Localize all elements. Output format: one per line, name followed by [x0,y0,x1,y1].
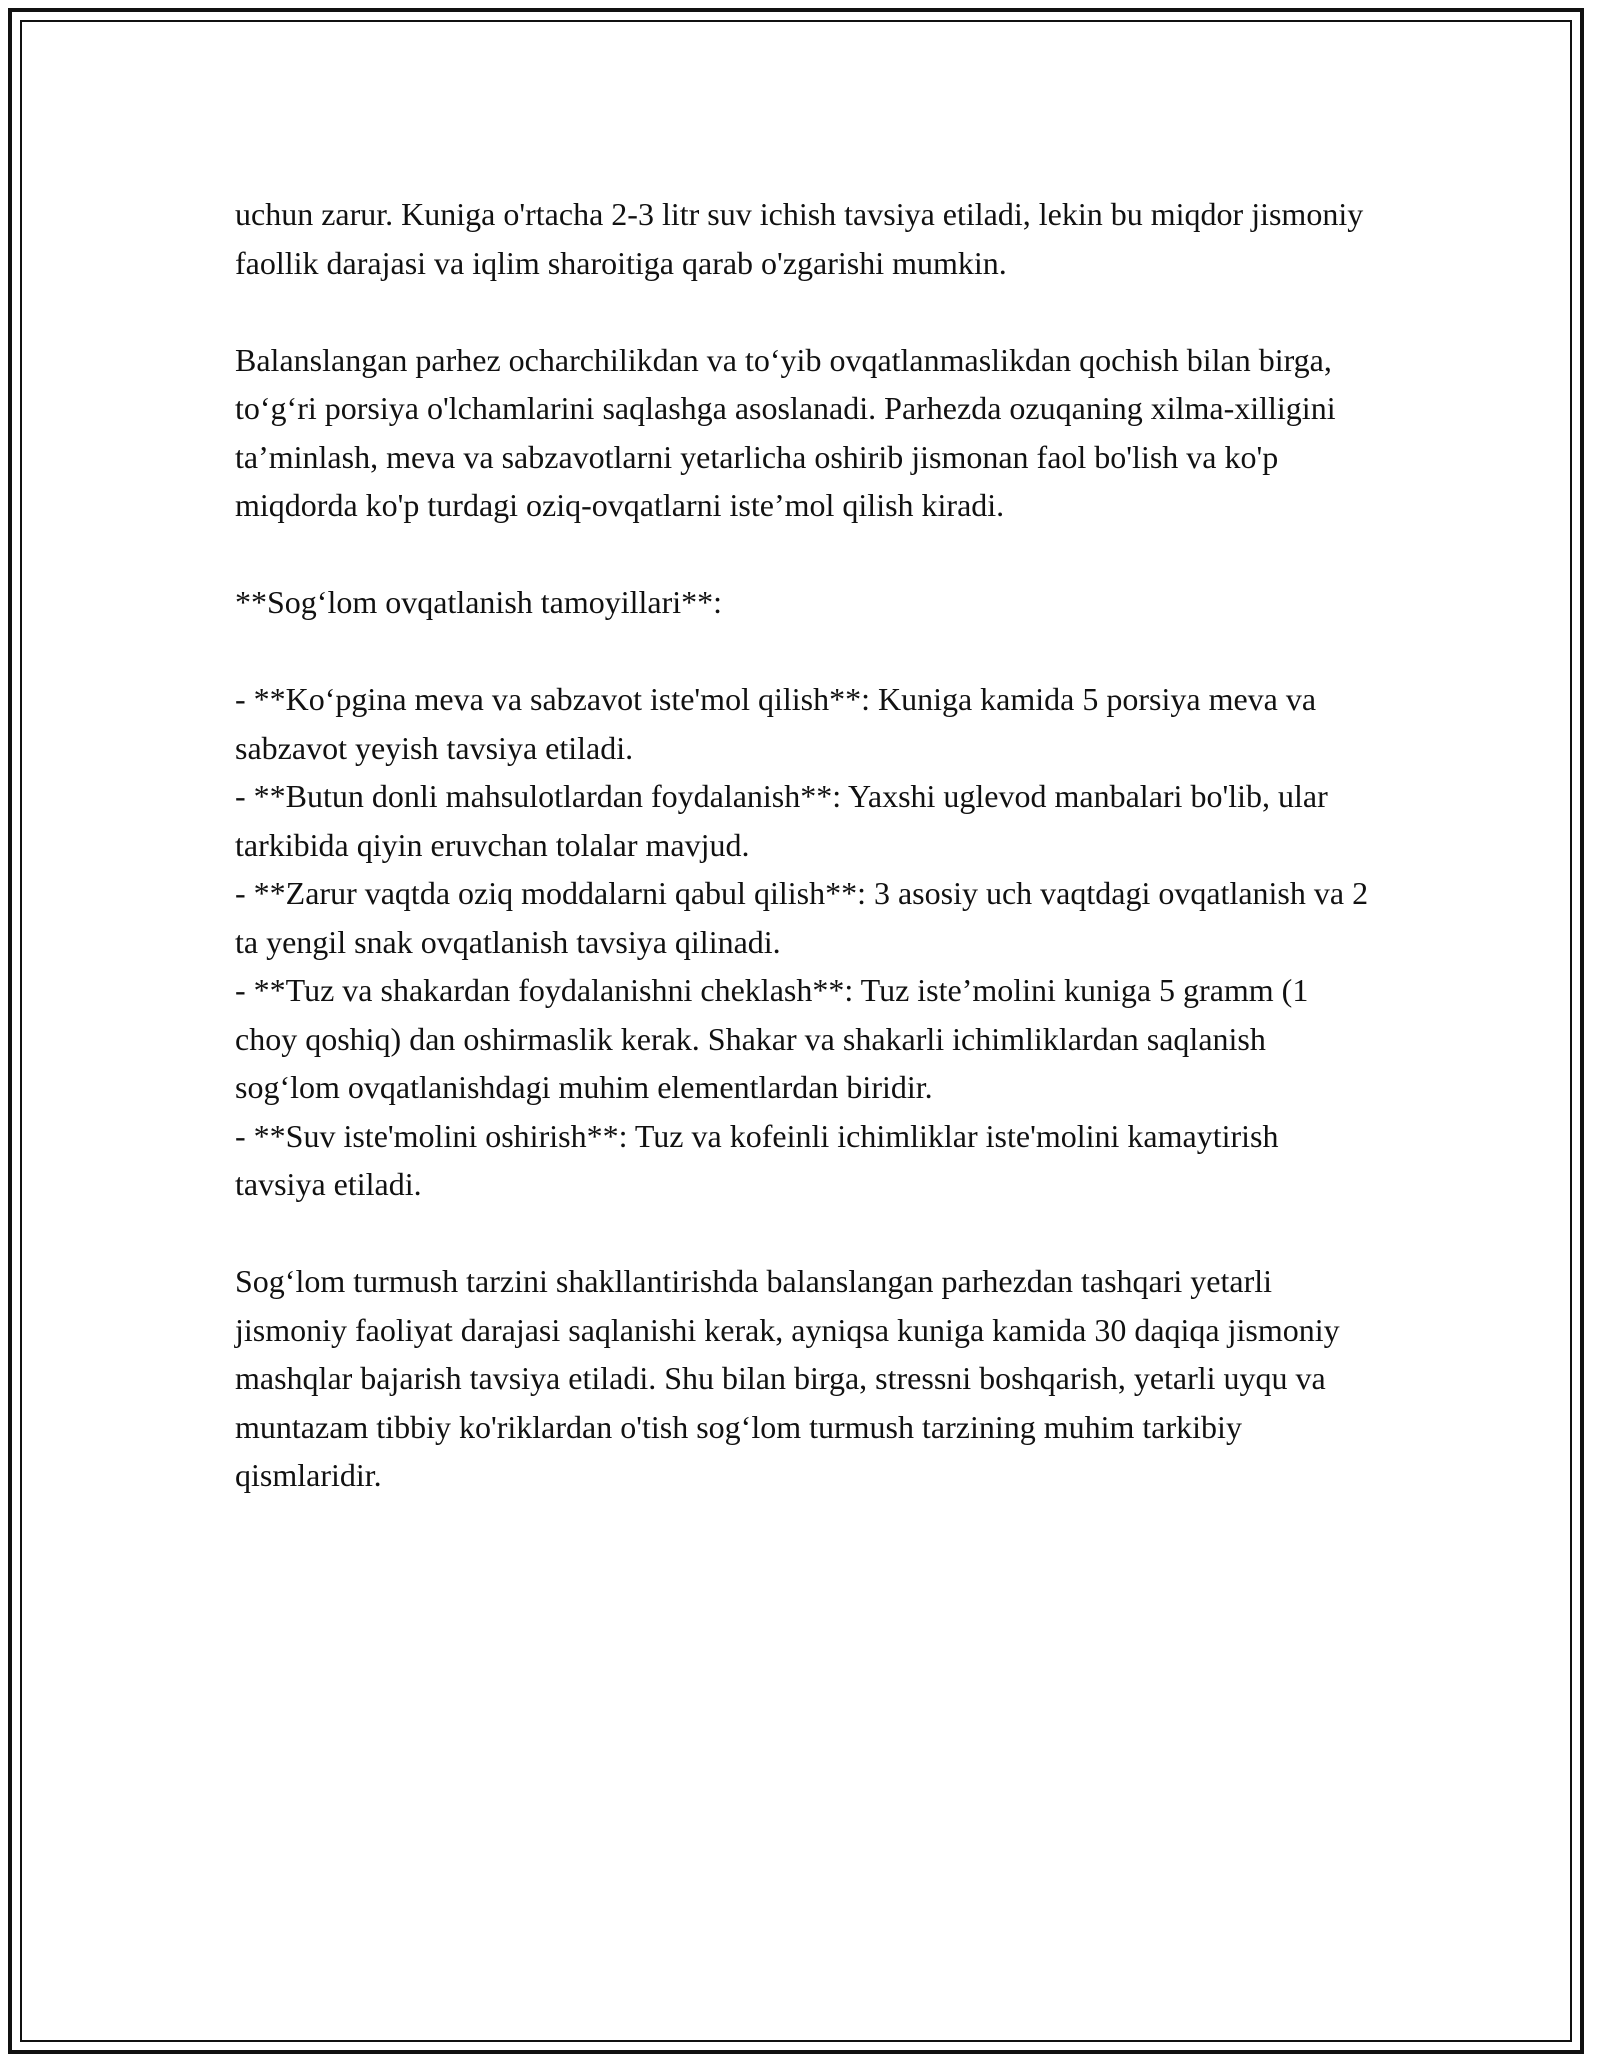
list-item: - **Butun donli mahsulotlardan foydalanish**: Yaxshi uglevod manbalari bo'lib, ular tarkibida qiyin eruvchan tolalar mavjud. [235,778,1328,863]
paragraph-balanced-diet: Balanslangan parhez ocharchilikdan va to‘yib ovqatlanmaslikdan qochish bilan birga, to‘g‘ri porsiya o'lchamlarini saqlashga asoslanadi. Parhezda ozuqaning xilma-xilligini ta’minlash, meva va sabzavotlarni yetarlicha oshirib jismonan faol bo'lish va ko'p miqdorda ko'p turdagi oziq-ovqatlarni iste’mol qilish kiradi. [235,341,1336,523]
list-item: - **Ko‘pgina meva va sabzavot iste'mol qilish**: Kuniga kamida 5 porsiya meva va sabzavot yeyish tavsiya etiladi. [235,681,1317,766]
list-item: - **Tuz va shakardan foydalanishni cheklash**: Tuz iste’molini kuniga 5 gramm (1 choy qoshiq) dan oshirmaslik kerak. Shakar va shakarli ichimliklardan saqlanish sog‘lom ovqatlanishdagi muhim elementlardan biridir. [235,972,1309,1105]
paragraph-healthy-lifestyle: Sog‘lom turmush tarzini shakllantirishda balanslangan parhezdan tashqari yetarli jismoniy faoliyat darajasi saqlanishi kerak, ayniqsa kuniga kamida 30 daqiqa jismoniy mashqlar bajarish tavsiya etiladi. Shu bilan birga, stressni boshqarish, yetarli uyqu va muntazam tibbiy ko'riklardan o'tish sog‘lom turmush tarzining muhim tarkibiy qismlaridir. [235,1263,1340,1493]
paragraph-water-intake: uchun zarur. Kuniga o'rtacha 2-3 litr suv ichish tavsiya etiladi, lekin bu miqdor jismoniy faollik darajasi va iqlim sharoitiga qarab o'zgarishi mumkin. [235,196,1364,281]
list-item: - **Zarur vaqtda oziq moddalarni qabul qilish**: 3 asosiy uch vaqtdagi ovqatlanish va 2 ta yengil snak ovqatlanish tavsiya qilinadi. [235,875,1369,960]
list-item: - **Suv iste'molini oshirish**: Tuz va kofeinli ichimliklar iste'molini kamaytirish tavsiya etiladi. [235,1117,1279,1202]
document-body [235,190,1375,1548]
principles-list [235,675,1375,1209]
section-heading-principles: **Sog‘lom ovqatlanish tamoyillari**: [235,584,723,620]
